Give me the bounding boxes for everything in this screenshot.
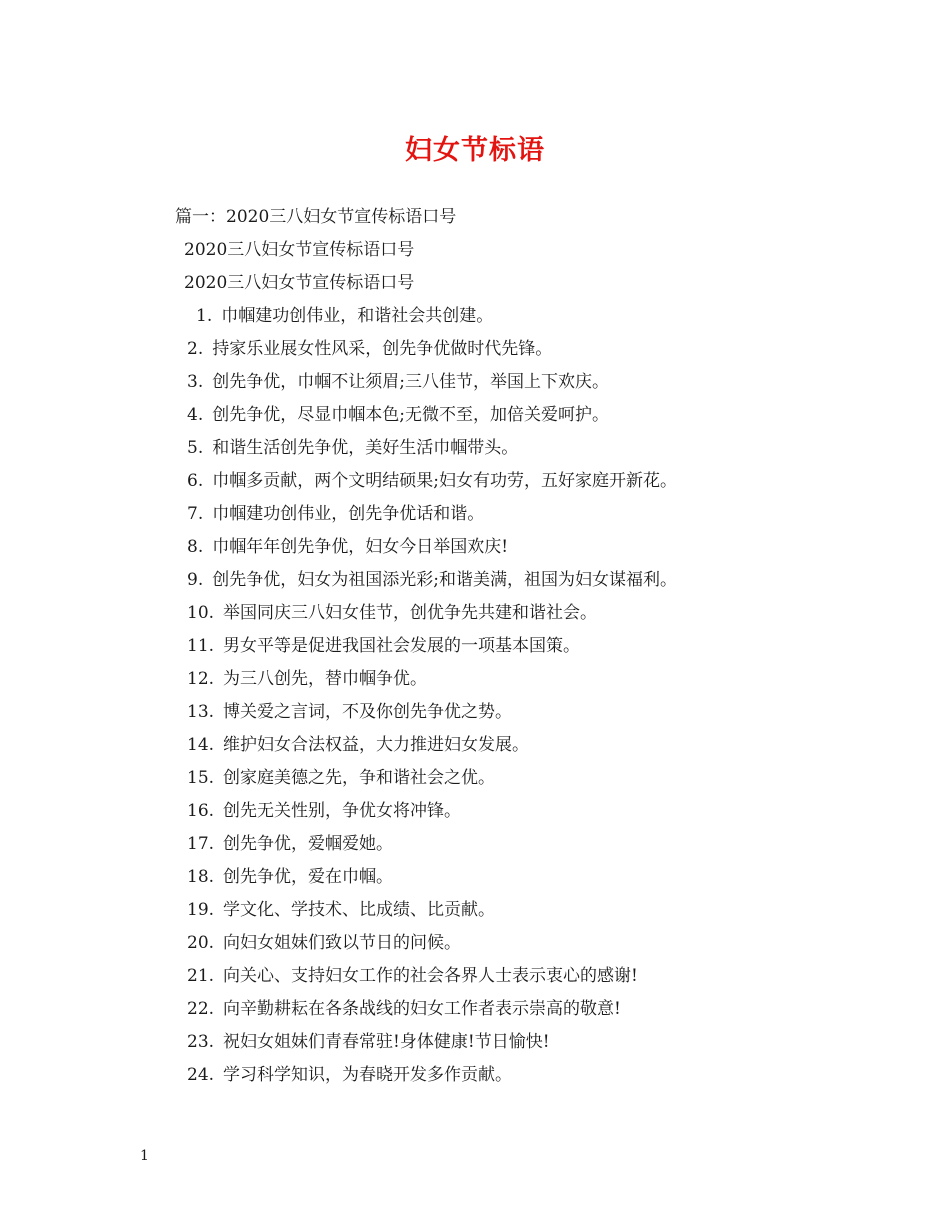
list-item-number: 20. (187, 933, 215, 953)
list-item-text: 巾帼多贡献，两个文明结硕果;妇女有功劳，五好家庭开新花。 (212, 471, 677, 491)
list-item (187, 799, 461, 823)
list-item-number: 23. (187, 1032, 215, 1052)
list-item (196, 304, 493, 328)
list-item-number: 16. (187, 801, 215, 821)
list-item-number: 13. (187, 702, 215, 722)
list-item-number: 21. (187, 966, 215, 986)
list-item (187, 667, 427, 691)
list-item (187, 733, 529, 757)
subheading: 2020三八妇女节宣传标语口号 (184, 273, 415, 293)
list-item-number: 18. (187, 867, 215, 887)
list-item (187, 535, 508, 559)
list-item (187, 700, 512, 724)
list-item-number: 6. (187, 471, 204, 491)
list-item-text: 向关心、支持妇女工作的社会各界人士表示衷心的感谢! (223, 966, 638, 986)
list-item-text: 巾帼建功创伟业，创先争优话和谐。 (212, 504, 485, 524)
list-item (187, 997, 621, 1021)
list-item-number: 15. (187, 768, 215, 788)
list-item-number: 22. (187, 999, 215, 1019)
list-item (187, 568, 677, 592)
list-item-text: 学习科学知识，为春晓开发多作贡献。 (223, 1065, 513, 1085)
list-item-text: 创家庭美德之先，争和谐社会之优。 (223, 768, 496, 788)
list-item-number: 9. (187, 570, 204, 590)
list-item (187, 370, 609, 394)
list-item-number: 7. (187, 504, 204, 524)
list-item-text: 祝妇女姐妹们青春常驻!身体健康!节日愉快! (223, 1032, 550, 1052)
list-item (187, 403, 609, 427)
list-item-number: 2. (187, 339, 204, 359)
list-item (187, 469, 677, 493)
list-item-number: 3. (187, 372, 204, 392)
document-title: 妇女节标语 (405, 135, 545, 166)
list-item-text: 和谐生活创先争优，美好生活巾帼带头。 (212, 438, 519, 458)
list-item-text: 为三八创先，替巾帼争优。 (223, 669, 428, 689)
list-item-text: 巾帼年年创先争优，妇女今日举国欢庆! (212, 537, 509, 557)
list-item-text: 向辛勤耕耘在各条战线的妇女工作者表示崇高的敬意! (223, 999, 621, 1019)
list-item-text: 创先争优，爱帼爱她。 (223, 834, 394, 854)
page-number: 1 (140, 1148, 149, 1164)
list-item-text: 举国同庆三八妇女佳节，创优争先共建和谐社会。 (223, 603, 598, 623)
list-item-text: 创先争优，巾帼不让须眉;三八佳节，举国上下欢庆。 (212, 372, 609, 392)
list-item (187, 1063, 512, 1087)
list-item (187, 1030, 550, 1054)
list-item (187, 502, 484, 526)
list-item (187, 898, 495, 922)
list-item (187, 436, 518, 460)
list-item-text: 博关爱之言词，不及你创先争优之势。 (223, 702, 513, 722)
list-item-text: 创先争优，妇女为祖国添光彩;和谐美满，祖国为妇女谋福利。 (212, 570, 677, 590)
section-heading: 篇一：2020三八妇女节宣传标语口号 (175, 207, 457, 227)
list-item (187, 337, 552, 361)
list-item (187, 832, 393, 856)
list-item (187, 601, 597, 625)
list-item-number: 24. (187, 1065, 215, 1085)
list-item (187, 634, 580, 658)
list-item-number: 1. (196, 306, 213, 326)
list-item-number: 17. (187, 834, 215, 854)
list-item-number: 10. (187, 603, 215, 623)
list-item-number: 12. (187, 669, 215, 689)
list-item (187, 766, 495, 790)
list-item-text: 维护妇女合法权益，大力推进妇女发展。 (223, 735, 530, 755)
list-item (187, 865, 393, 889)
list-item-text: 创先争优，尽显巾帼本色;无微不至，加倍关爱呵护。 (212, 405, 609, 425)
list-item-text: 创先争优，爱在巾帼。 (223, 867, 394, 887)
list-item-text: 男女平等是促进我国社会发展的一项基本国策。 (223, 636, 581, 656)
list-item-number: 8. (187, 537, 204, 557)
list-item-text: 创先无关性别，争优女将冲锋。 (223, 801, 462, 821)
list-item-number: 5. (187, 438, 204, 458)
list-item-number: 11. (187, 636, 215, 656)
list-item-text: 学文化、学技术、比成绩、比贡献。 (223, 900, 496, 920)
list-item-number: 14. (187, 735, 215, 755)
list-item-text: 持家乐业展女性风采，创先争优做时代先锋。 (212, 339, 553, 359)
subheading: 2020三八妇女节宣传标语口号 (184, 240, 415, 260)
list-item-number: 4. (187, 405, 204, 425)
list-item-text: 巾帼建功创伟业，和谐社会共创建。 (221, 306, 494, 326)
list-item (187, 931, 461, 955)
list-item-number: 19. (187, 900, 215, 920)
list-item (187, 964, 638, 988)
list-item-text: 向妇女姐妹们致以节日的问候。 (223, 933, 462, 953)
